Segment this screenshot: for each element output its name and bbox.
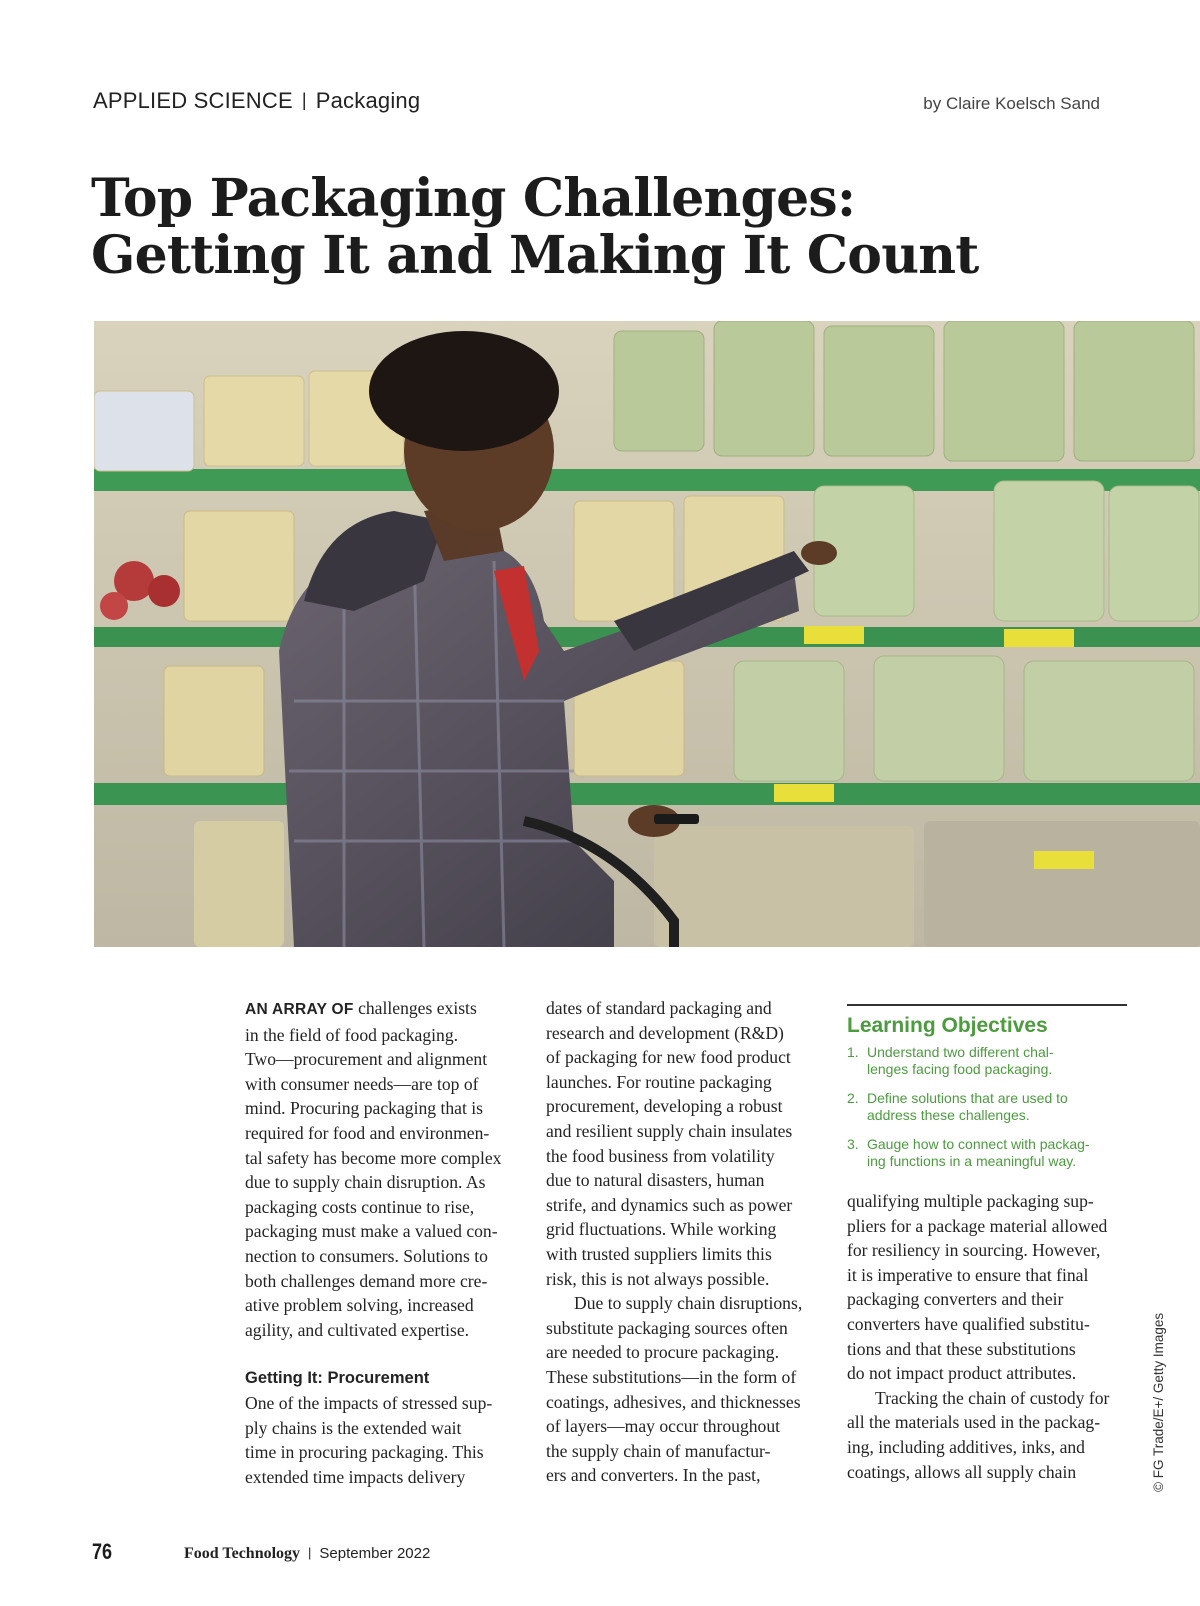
body-column-1 [245, 996, 529, 1489]
title-line-2: Getting It and Making It Count [91, 225, 979, 286]
intro-paragraph: AN ARRAY OF challenges exists in the field of food packaging. Two—procurement and alignment with consumer needs—are top of mind. Procuring packaging that is required for food and environmen- tal safety has become more complex due to supply chain disruption. As packaging costs continue to rise, packaging must make a valued con- nection to consumers. Solutions to both challenges demand more cre- ative problem solving, increased agility, and cultivated expertise. [245, 998, 502, 1340]
learning-objectives-list [847, 1044, 1127, 1169]
lead-in: AN ARRAY OF [245, 1001, 354, 1018]
article-title [91, 170, 1091, 284]
procurement-paragraph: One of the impacts of stressed sup- ply chains is the extended wait time in procuring packaging. This extended time impacts delivery [245, 1392, 493, 1487]
byline: by Claire Koelsch Sand [923, 94, 1100, 113]
footer-publication [184, 1545, 430, 1563]
substitution-paragraph: Due to supply chain disruptions, substitute packaging sources often are needed to procure packaging. These substitutions—in the form of coatings, adhesives, and thicknesses of layers—may occur throughout the supply chain of manufactur- ers and converters. In the past, [546, 1293, 803, 1486]
subhead-procurement: Getting It: Procurement [245, 1369, 430, 1388]
photo-credit: © FG Trade/E+/ Getty Images [1151, 1312, 1166, 1492]
page-number: 76 [92, 1539, 113, 1564]
shopper-at-produce-shelf-photo [94, 321, 1200, 947]
title-line-1: Top Packaging Challenges: [91, 168, 856, 229]
issue-date: September 2022 [319, 1545, 431, 1562]
learning-objectives-box [847, 1004, 1127, 1182]
magazine-name: Food Technology [184, 1545, 301, 1562]
learning-objectives-title: Learning Objectives [847, 1014, 1048, 1037]
body-column-3 [847, 1189, 1127, 1484]
section-separator: | [301, 90, 307, 110]
objective-item: 3. Gauge how to connect with packag- ing functions in a meaningful way. [847, 1136, 1090, 1169]
paragraph-continued: dates of standard packaging and research and development (R&D) of packaging for new food product launches. For routine packaging procurement, developing a robust and resilient supply chain insulates the food business from volatility due to natural disasters, human strife, and dynamics such as power grid fluctuations. While working with trusted suppliers limits this risk, this is not always possible. [546, 998, 793, 1289]
section-header [93, 88, 420, 114]
qualifying-paragraph: qualifying multiple packaging sup- pliers for a package material allowed for resiliency in sourcing. However, it is imperative to ensure that final packaging converters and their converters have qualified substitu- tions and that these substitutions do not impact product attributes. [847, 1191, 1108, 1384]
tracking-paragraph: Tracking the chain of custody for all the materials used in the packag- ing, including additives, inks, and coatings, allows all supply chain [847, 1387, 1110, 1482]
section-label: APPLIED SCIENCE [93, 88, 293, 113]
topic-label: Packaging [315, 88, 421, 113]
footer-separator: | [308, 1545, 312, 1560]
body-column-2 [546, 996, 830, 1488]
objective-item: 2. Define solutions that are used to address these challenges. [847, 1090, 1068, 1123]
objective-item: 1. Understand two different chal- lenges facing food packaging. [847, 1044, 1054, 1077]
